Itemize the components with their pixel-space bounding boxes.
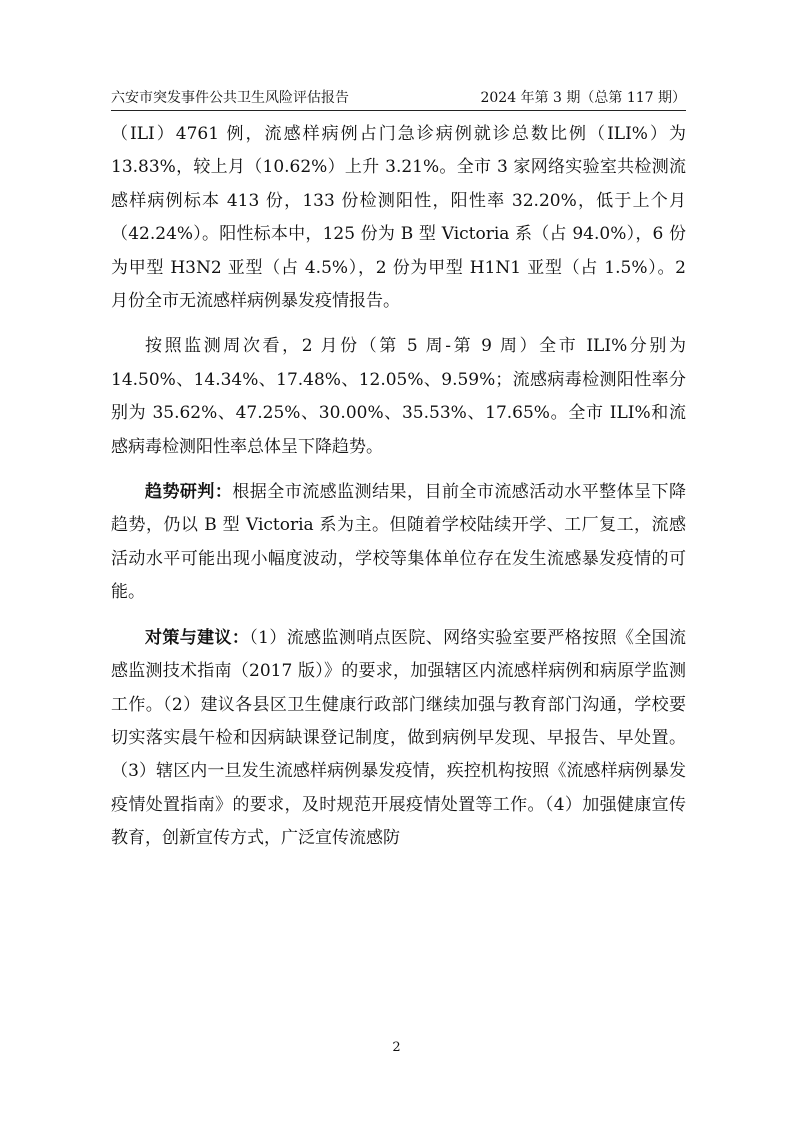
document-body [111,118,686,856]
paragraph-recommendations [111,622,686,856]
paragraph-trend-analysis [111,476,686,610]
recommendations-text: （1）流感监测哨点医院、网络实验室要严格按照《全国流感监测技术指南（2017 版）》的要求，加强辖区内流感样病例和病原学监测工作。（2）建议各县区卫生健康行政部门继续加强与教育部门沟通，学校要切实落实晨午检和因病缺课登记制度，做到病例早发现、早报告、早处置。（3）辖区内一旦发生流感样病例暴发疫情，疾控机构按照《流感样病例暴发疫情处置指南》的要求，及时规范开展疫情处置等工作。（4）加强健康宣传教育，创新宣传方式，广泛宣传流感防 [111,627,686,849]
paragraph-weekly-monitoring: 按照监测周次看，2 月份（第 5 周-第 9 周）全市 ILI%分别为 14.50%、14.34%、17.48%、12.05%、9.59%；流感病毒检测阳性率分别为 35.62%、47.25%、30.00%、35.53%、17.65%。全市 ILI%和流感病毒检测阳性率总体呈下降趋势。 [111,336,686,457]
page-number: 2 [392,1040,401,1055]
paragraph-ili-summary: （ILI）4761 例，流感样病例占门急诊病例就诊总数比例（ILI%）为 13.83%，较上月（10.62%）上升 3.21%。全市 3 家网络实验室共检测流感样病例标本 413 份，133 份检测阳性，阳性率 32.20%，低于上个月（42.24%）。阳性标本中，125 份为 B 型 Victoria 系（占 94.0%），6 份为甲型 H3N2 亚型（占 4.5%），2 份为甲型 H1N1 亚型（占 1.5%）。2 月份全市无流感样病例暴发疫情报告。 [111,124,686,312]
recommendations-label: 对策与建议： [145,627,250,648]
header-report-title: 六安市突发事件公共卫生风险评估报告 [111,90,349,106]
trend-analysis-label: 趋势研判： [145,482,233,503]
header-issue-number: 2024 年第 3 期（总第 117 期） [480,90,686,106]
page-header [111,86,686,111]
trend-analysis-text: 根据全市流感监测结果，目前全市流感活动水平整体呈下降趋势，仍以 B 型 Victoria 系为主。但随着学校陆续开学、工厂复工，流感活动水平可能出现小幅度波动，学校等集体单位存在发生流感暴发疫情的可能。 [111,482,687,603]
